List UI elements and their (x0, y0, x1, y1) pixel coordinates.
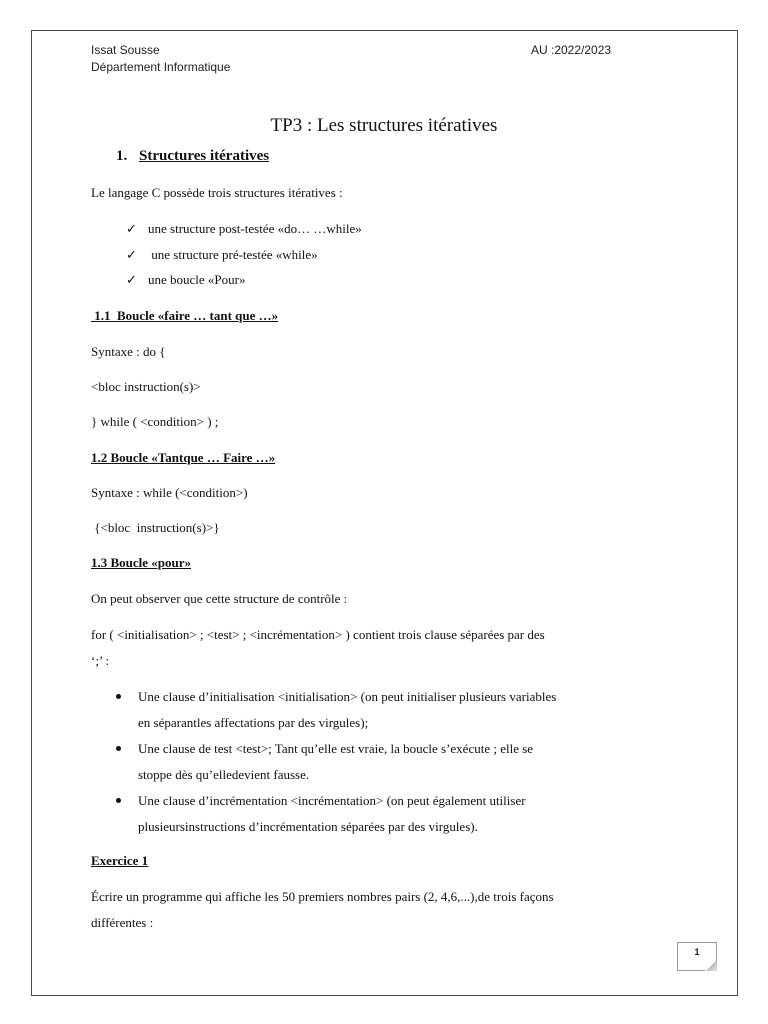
bullet-line: Une clause d’initialisation <initialisation> (on peut initialiser plusieurs variables (138, 689, 557, 704)
syntax-line: } while ( <condition> ) ; (91, 414, 219, 429)
section-intro: Le langage C possède trois structures itératives : (91, 185, 343, 200)
page-number-box (677, 942, 717, 971)
bullet-icon (116, 694, 121, 699)
header-department: Département Informatique (91, 60, 231, 74)
page-curl-icon (705, 961, 717, 971)
subsection-1-1-heading: 1.1 Boucle «faire … tant que …» (91, 308, 279, 323)
section-title: Structures itératives (139, 148, 270, 164)
exercise-heading: Exercice 1 (91, 853, 149, 868)
checkmark-icon: ✓ (126, 247, 137, 262)
list-item: ✓ une structure post-testée «do… …while» (126, 221, 362, 236)
bullet-line: plusieursinstructions d’incrémentation séparées par des virgules). (138, 819, 478, 834)
bullet-line: Une clause d’incrémentation <incrémentation> (on peut également utiliser (138, 793, 526, 808)
for-syntax-line: for ( <initialisation> ; <test> ; <incrémentation> ) contient trois clause séparées par des (91, 627, 545, 642)
syntax-line: Syntaxe : while (<condition>) (91, 485, 248, 500)
checkmark-icon: ✓ (126, 272, 137, 287)
exercise-text: différentes : (91, 915, 154, 930)
syntax-line: {<bloc instruction(s)>} (91, 520, 220, 535)
bullet-line: Une clause de test <test>; Tant qu’elle est vraie, la boucle s’exécute ; elle se (138, 741, 534, 756)
bullet-line: stoppe dès qu’elledevient fausse. (138, 767, 310, 782)
page-border (31, 30, 738, 996)
checkmark-icon: ✓ (126, 221, 137, 236)
document-title: TP3 : Les structures itératives (270, 115, 498, 136)
header-institution: Issat Sousse (91, 43, 160, 57)
list-item: ✓ une boucle «Pour» (126, 272, 246, 287)
section-number: 1. (116, 148, 128, 164)
subsection-1-2-heading: 1.2 Boucle «Tantque … Faire …» (91, 450, 276, 465)
page-number: 1 (694, 947, 700, 957)
bullet-line: en séparantles affectations par des virgules); (138, 715, 369, 730)
exercise-text: Écrire un programme qui affiche les 50 premiers nombres pairs (2, 4,6,...),de trois façons (91, 889, 554, 904)
list-item: ✓ une structure pré-testée «while» (126, 247, 318, 262)
header-year: AU :2022/2023 (531, 43, 612, 57)
section-heading (116, 148, 269, 165)
for-syntax-line: ‘;’ : (91, 653, 110, 668)
bullet-icon (116, 746, 121, 751)
syntax-line: <bloc instruction(s)> (91, 379, 201, 394)
syntax-line: Syntaxe : do { (91, 344, 166, 359)
subsection-1-3-heading: 1.3 Boucle «pour» (91, 555, 192, 570)
subsection-intro: On peut observer que cette structure de contrôle : (91, 591, 348, 606)
bullet-icon (116, 798, 121, 803)
